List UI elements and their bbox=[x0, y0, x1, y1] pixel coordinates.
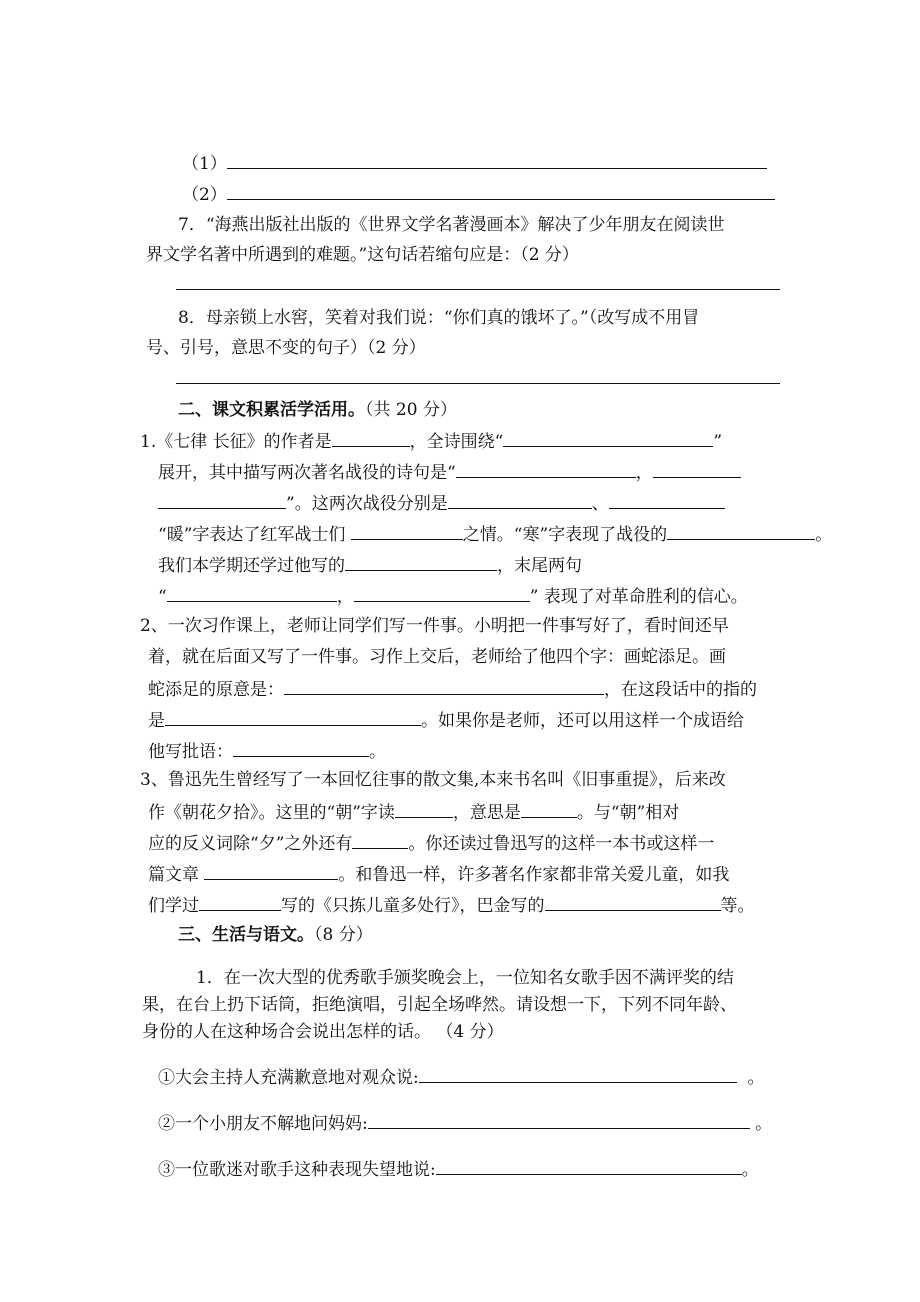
s2-q3-line-1: 3、鲁迅先生曾经写了一本回忆往事的散文集,本来书名叫《旧事重提》，后来改 bbox=[140, 770, 726, 790]
answer-blank[interactable] bbox=[395, 799, 453, 818]
answer-blank[interactable] bbox=[158, 490, 286, 509]
section-3-heading: 三、生活与语文。（8 分） bbox=[178, 925, 373, 945]
s2-q2-line-2: 着，就在后面又写了一件事。习作上交后，老师给了他四个字：画蛇添足。画 bbox=[148, 647, 726, 667]
s2-q1-line-4: “暖”字表达了红军战士们 之情。“寒”字表现了战役的 。 bbox=[158, 521, 832, 547]
answer-blank[interactable] bbox=[233, 738, 369, 757]
s3-prompt-3: ③一位歌迷对歌手这种表现失望地说: 。 bbox=[158, 1156, 759, 1182]
s2-q1-line-6: “ ， ” 表现了对革命胜利的信心。 bbox=[158, 583, 748, 609]
answer-blank[interactable] bbox=[609, 490, 725, 509]
answer-blank[interactable] bbox=[227, 150, 767, 169]
answer-blank[interactable] bbox=[667, 521, 815, 540]
s3-prompt-1: ①大会主持人充满歉意地对观众说: 。 bbox=[158, 1064, 765, 1090]
answer-blank[interactable] bbox=[199, 892, 281, 911]
q7-answer-line[interactable] bbox=[176, 289, 780, 290]
answer-blank[interactable] bbox=[351, 521, 463, 540]
q6-item-1: （1） bbox=[182, 150, 767, 176]
answer-blank[interactable] bbox=[521, 799, 577, 818]
answer-blank[interactable] bbox=[204, 861, 338, 880]
s2-q2-line-1: 2、一次习作课上，老师让同学们写一件事。小明把一件事写好了，看时间还早 bbox=[140, 616, 729, 636]
answer-blank[interactable] bbox=[167, 583, 337, 602]
s3-q1-line-2: 果，在台上扔下话筒，拒绝演唱，引起全场哗然。请设想一下，下列不同年龄、 bbox=[142, 995, 737, 1015]
answer-blank[interactable] bbox=[503, 428, 713, 447]
q6-item-2: （2） bbox=[182, 181, 775, 207]
answer-blank[interactable] bbox=[456, 459, 636, 478]
s2-q2-line-3: 蛇添足的原意是： ，在这段话中的指的 bbox=[148, 676, 757, 702]
answer-blank[interactable] bbox=[368, 1110, 750, 1129]
answer-blank[interactable] bbox=[165, 707, 421, 726]
answer-blank[interactable] bbox=[284, 676, 604, 695]
q8-answer-line[interactable] bbox=[176, 383, 780, 384]
answer-blank[interactable] bbox=[448, 490, 592, 509]
s2-q3-line-3: 应的反义词除“夕”之外还有 。你还读过鲁迅写的这样一本书或这样一 bbox=[148, 830, 714, 856]
s2-q1-line-2: 展开，其中描写两次著名战役的诗句是“ ， bbox=[158, 459, 741, 485]
answer-blank[interactable] bbox=[653, 459, 741, 478]
s2-q2-line-4: 是 。如果你是老师，还可以用这样一个成语给 bbox=[148, 707, 744, 733]
answer-blank[interactable] bbox=[545, 892, 721, 911]
s2-q3-line-4: 篇文章 。和鲁迅一样，许多著名作家都非常关爱儿童，如我 bbox=[148, 861, 729, 887]
q7-line-2: 界文学名著中所遇到的难题。”这句话若缩句应是：（2 分） bbox=[146, 245, 579, 265]
answer-blank[interactable] bbox=[345, 552, 497, 571]
s3-q1-line-1: 1．在一次大型的优秀歌手颁奖晚会上，一位知名女歌手因不满评奖的结 bbox=[196, 968, 734, 988]
section-2-heading: 二、课文积累活学活用。（共 20 分） bbox=[178, 400, 457, 420]
answer-blank[interactable] bbox=[419, 1064, 737, 1083]
answer-blank[interactable] bbox=[227, 181, 775, 200]
s2-q3-line-5: 们学过 写的《只拣儿童多处行》，巴金写的 等。 bbox=[148, 892, 755, 918]
s2-q2-line-5: 他写批语： 。 bbox=[148, 738, 386, 764]
q8-line-1: 8．母亲锁上水窖，笑着对我们说：“你们真的饿坏了。”（改写成不用冒 bbox=[178, 308, 700, 328]
s2-q1-line-5: 我们本学期还学过他写的 ，末尾两句 bbox=[158, 552, 582, 578]
q7-line-1: 7．“海燕出版社出版的《世界文学名著漫画本》解决了少年朋友在阅读世 bbox=[178, 215, 725, 235]
answer-blank[interactable] bbox=[354, 583, 530, 602]
q8-line-2: 号、引号，意思不变的句子）（2 分） bbox=[146, 338, 426, 358]
answer-blank[interactable] bbox=[352, 830, 408, 849]
s2-q1-line-3: ”。这两次战役分别是 、 bbox=[158, 490, 725, 516]
s3-prompt-2: ②一个小朋友不解地问妈妈: 。 bbox=[158, 1110, 772, 1136]
s2-q3-line-2: 作《朝花夕拾》。这里的“朝”字读 ，意思是 。与“朝”相对 bbox=[148, 799, 679, 825]
answer-blank[interactable] bbox=[436, 1156, 742, 1175]
s3-q1-line-3: 身份的人在这种场合会说出怎样的话。 （4 分） bbox=[142, 1022, 504, 1042]
s2-q1-line-1: 1.《七律 长征》的作者是 ，全诗围绕“ ” bbox=[140, 428, 722, 454]
answer-blank[interactable] bbox=[332, 428, 410, 447]
